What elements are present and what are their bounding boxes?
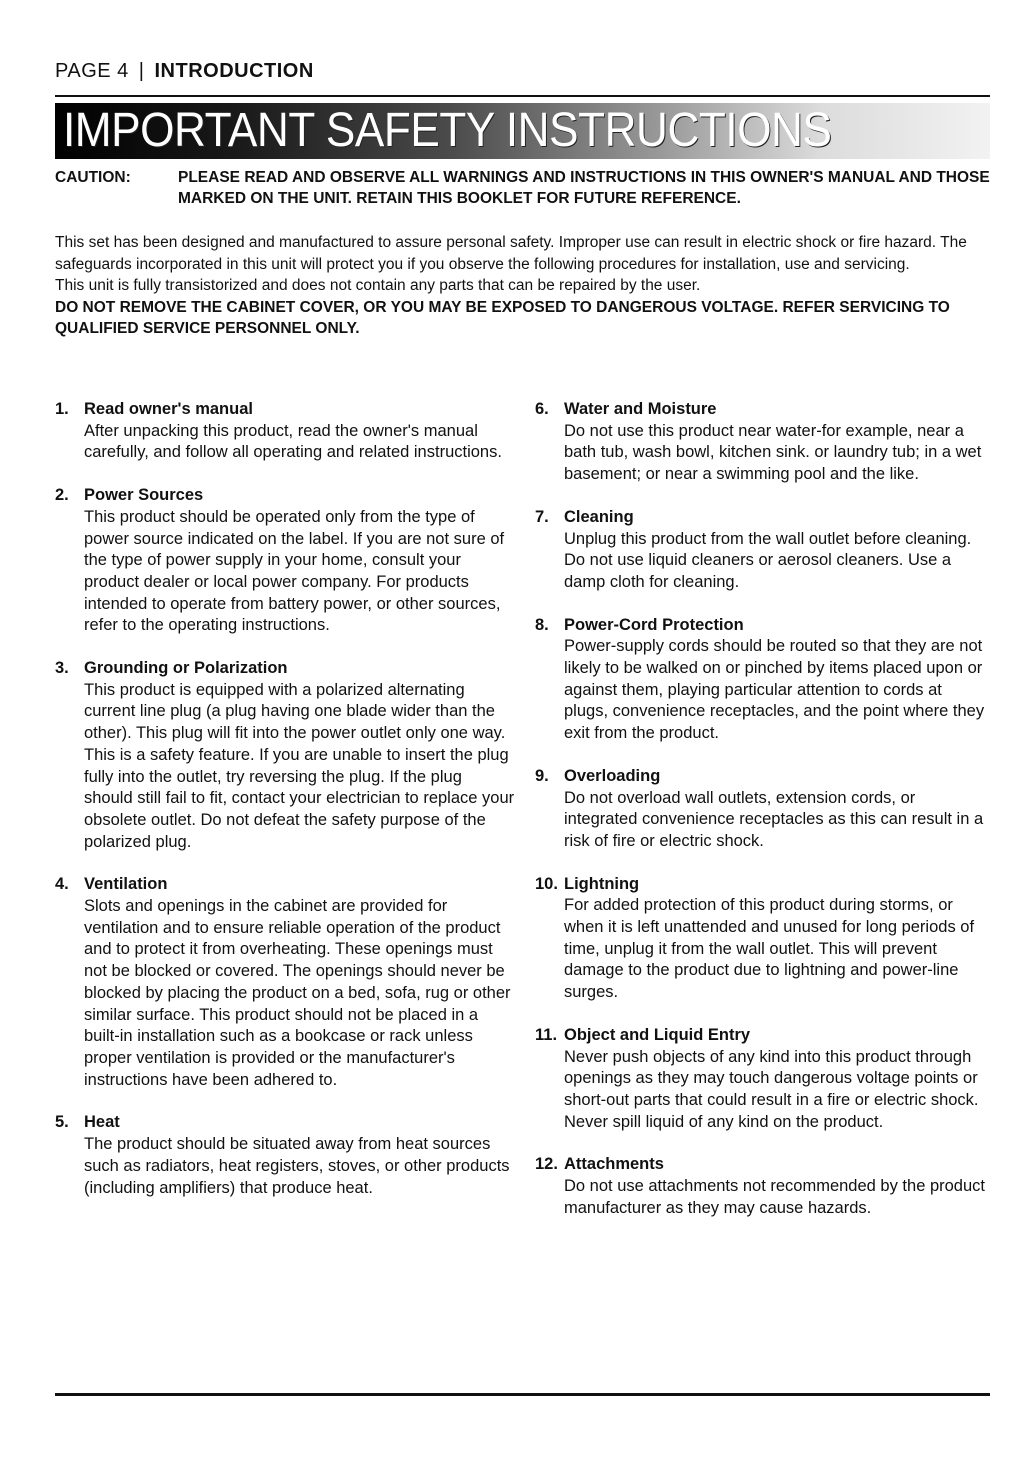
item-title: Power-Cord Protection — [564, 615, 744, 634]
caution-text: PLEASE READ AND OBSERVE ALL WARNINGS AND INSTRUCTIONS IN THIS OWNER'S MANUAL AND THOSE MARKED ON THE UNIT. RETAIN THIS BOOKLET FOR FUTURE REFERENCE. — [178, 169, 990, 207]
title-banner — [55, 103, 990, 159]
instruction-item — [55, 658, 515, 853]
header-rule — [55, 95, 990, 97]
item-number: 12. — [535, 1155, 558, 1174]
item-number: 3. — [55, 659, 69, 678]
instruction-item — [535, 399, 990, 486]
banner-title: IMPORTANT SAFETY INSTRUCTIONS — [63, 104, 832, 157]
item-number: 5. — [55, 1113, 69, 1132]
item-body: Never push objects of any kind into this product through openings as they may touch dangerous voltage points or short-out parts that could result in a fire or electric shock. Never spill liquid of any kind on the product. — [564, 1047, 979, 1131]
item-number: 11. — [535, 1025, 558, 1044]
item-body: Unplug this product from the wall outlet before cleaning. Do not use liquid cleaners or aerosol cleaners. Use a damp cloth for cleaning. — [564, 529, 972, 591]
item-title: Power Sources — [84, 486, 204, 505]
item-body: Power-supply cords should be routed so that they are not likely to be walked on or pinched by items placed upon or against them, playing particular attention to cords at plugs, convenience receptacles, and the point where they exit from the product. — [564, 637, 985, 743]
item-title: Overloading — [564, 766, 661, 785]
item-title: Lightning — [564, 874, 640, 893]
cabinet-warning: DO NOT REMOVE THE CABINET COVER, OR YOU MAY BE EXPOSED TO DANGEROUS VOLTAGE. REFER SERVICING TO QUALIFIED SERVICE PERSONNEL ONLY. — [55, 298, 950, 337]
instruction-item — [55, 874, 515, 1091]
item-title: Attachments — [564, 1155, 664, 1174]
item-number: 9. — [535, 766, 549, 785]
instruction-item — [535, 507, 990, 594]
instruction-item — [535, 1154, 990, 1219]
item-body: This product is equipped with a polarized alternating current line plug (a plug having one blade wider than the other). This plug will fit into the power outlet only one way. This is a safety feature. If you are unable to insert the plug fully into the outlet, try reversing the plug. If the plug should still fail to fit, contact your electrician to replace your obsolete outlet. Do not defeat the safety purpose of the polarized plug. — [84, 680, 515, 851]
item-body: Do not use this product near water-for example, near a bath tub, wash bowl, kitchen sink. or laundry tub; in a wet basement; or near a swimming pool and the like. — [564, 421, 982, 484]
item-number: 7. — [535, 507, 549, 526]
footer-rule — [55, 1393, 990, 1396]
instruction-item — [535, 615, 990, 745]
intro-paragraph: This set has been designed and manufactured to assure personal safety. Improper use can result in electric shock or fire hazard. The safeguards incorporated in this unit will protect you if you observe the following procedures for installation, use and servicing. — [55, 234, 967, 273]
item-title: Water and Moisture — [564, 400, 717, 418]
item-body: This product should be operated only from the type of power source indicated on the label. If you are not sure of the type of power supply in your home, consult your product dealer or local power company. For products intended to operate from battery power, or other sources, refer to the operating instructions. — [84, 507, 505, 635]
item-body: Do not overload wall outlets, extension cords, or integrated convenience receptacles as this can result in a risk of fire or electric shock. — [564, 788, 984, 850]
item-number: 10. — [535, 874, 558, 893]
item-number: 2. — [55, 486, 69, 505]
section-title: INTRODUCTION — [154, 60, 314, 82]
instruction-item — [535, 874, 990, 1004]
item-body: For added protection of this product during storms, or when it is left unattended and unused for long periods of time, unplug it from the wall outlet. This will prevent damage to the product due to lightning and power-line surges. — [564, 896, 975, 1002]
item-title: Ventilation — [84, 875, 168, 894]
instruction-item — [535, 766, 990, 853]
item-number: 6. — [535, 400, 549, 418]
page-header — [55, 60, 990, 83]
item-title: Object and Liquid Entry — [564, 1025, 751, 1044]
instruction-item — [55, 485, 515, 637]
instruction-item — [535, 1025, 990, 1134]
instruction-item — [55, 399, 515, 464]
item-body: After unpacking this product, read the owner's manual carefully, and follow all operating and related instructions. — [84, 421, 502, 462]
header-separator: | — [138, 60, 145, 82]
caution-label: CAUTION: — [55, 169, 131, 186]
page-number: PAGE 4 — [55, 60, 129, 82]
item-number: 1. — [55, 400, 69, 418]
item-number: 8. — [535, 615, 549, 634]
item-title: Heat — [84, 1113, 120, 1132]
item-number: 4. — [55, 875, 69, 894]
instructions-right-column — [535, 399, 990, 1241]
item-title: Cleaning — [564, 507, 634, 526]
intro-block — [55, 232, 990, 340]
item-title: Grounding or Polarization — [84, 659, 288, 678]
instructions-left-column — [55, 399, 515, 1220]
intro-paragraph: This unit is fully transistorized and does not contain any parts that can be repaired by the user. — [55, 277, 701, 294]
item-body: The product should be situated away from heat sources such as radiators, heat registers, stoves, or other products (including amplifiers) that produce heat. — [84, 1135, 510, 1197]
item-body: Slots and openings in the cabinet are provided for ventilation and to ensure reliable operation of the product and to protect it from overheating. These openings must not be blocked or covered. The openings should never be blocked by placing the product on a bed, sofa, rug or other similar surface. This product should not be placed in a built-in installation such as a bookcase or rack unless proper ventilation is provided or the manufacturer's instructions have been adhered to. — [84, 897, 511, 1089]
item-body: Do not use attachments not recommended by the product manufacturer as they may cause hazards. — [564, 1177, 985, 1217]
item-title: Read owner's manual — [84, 400, 253, 418]
instruction-item — [55, 1112, 515, 1199]
